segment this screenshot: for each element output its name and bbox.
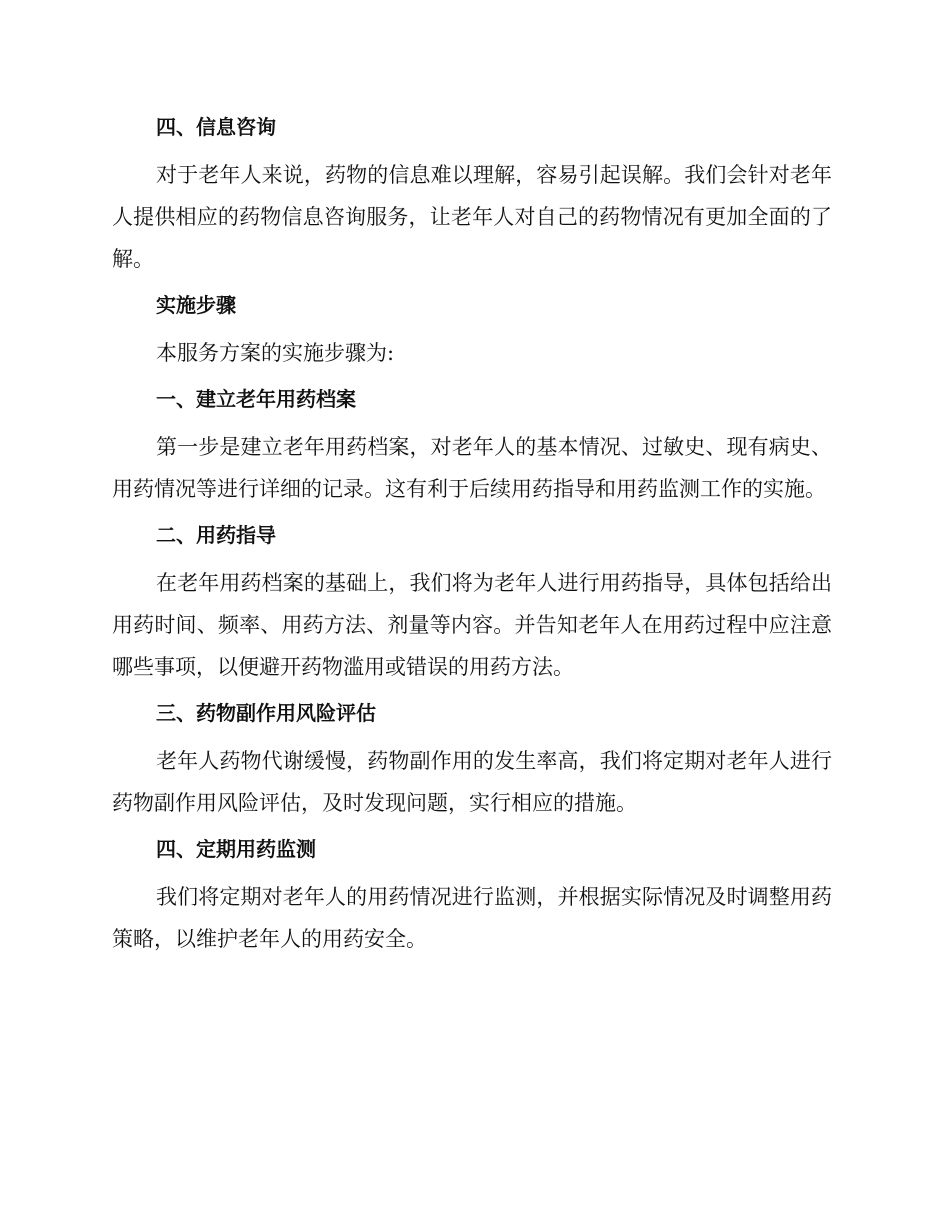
paragraph-side-effect-risk: 老年人药物代谢缓慢，药物副作用的发生率高，我们将定期对老年人进行药物副作用风险评估，及时发现问题，实行相应的措施。 [112, 749, 832, 815]
section-heading-info-consult: 四、信息咨询 [156, 115, 276, 139]
paragraph-medication-guidance: 在老年用药档案的基础上，我们将为老年人进行用药指导，具体包括给出用药时间、频率、用药方法、剂量等内容。并告知老年人在用药过程中应注意哪些事项，以便避开药物滥用或错误的用药方法。 [112, 571, 832, 679]
section-heading-medication-records: 一、建立老年用药档案 [156, 387, 356, 411]
section-heading-side-effect-risk: 三、药物副作用风险评估 [156, 701, 376, 725]
section-heading-medication-guidance: 二、用药指导 [156, 523, 276, 547]
section-heading-implementation-steps: 实施步骤 [156, 293, 236, 317]
document-page [112, 108, 832, 960]
paragraph-regular-monitoring: 我们将定期对老年人的用药情况进行监测，并根据实际情况及时调整用药策略，以维护老年人的用药安全。 [112, 885, 832, 951]
paragraph-info-consult: 对于老年人来说，药物的信息难以理解，容易引起误解。我们会针对老年人提供相应的药物信息咨询服务，让老年人对自己的药物情况有更加全面的了解。 [112, 163, 832, 271]
paragraph-implementation-intro: 本服务方案的实施步骤为: [156, 341, 395, 365]
paragraph-medication-records: 第一步是建立老年用药档案，对老年人的基本情况、过敏史、现有病史、用药情况等进行详细的记录。这有利于后续用药指导和用药监测工作的实施。 [112, 435, 832, 501]
section-heading-regular-monitoring: 四、定期用药监测 [156, 837, 316, 861]
